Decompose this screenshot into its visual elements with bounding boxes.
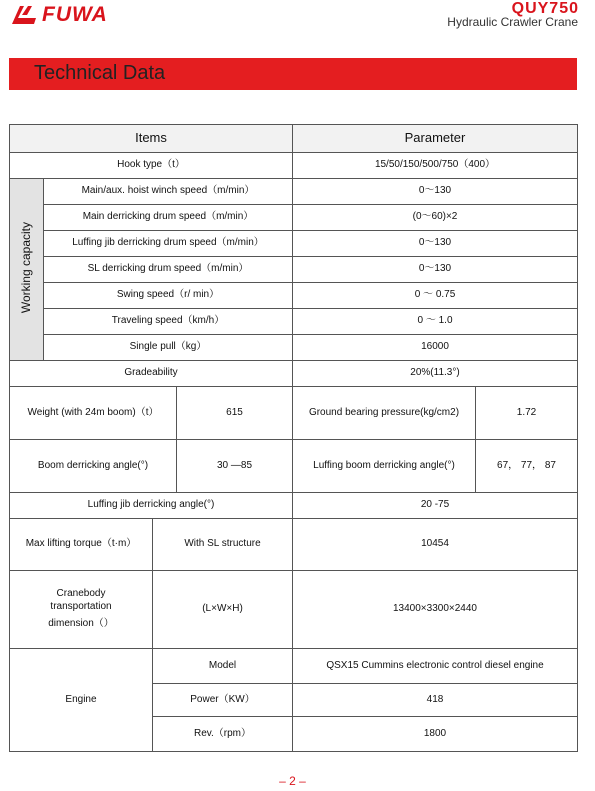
wc-row-value: 0 ～ 0.75 xyxy=(293,283,578,309)
hook-type-label: Hook type（t） xyxy=(10,153,293,179)
boom-angle-value: 30 —85 xyxy=(177,440,293,493)
items-header: Items xyxy=(10,125,293,153)
table-row xyxy=(10,440,578,493)
weight-label: Weight (with 24m boom)（t） xyxy=(10,387,177,440)
transport-label-line: transportation xyxy=(50,600,112,612)
transport-sub: (L×W×H) xyxy=(153,571,293,649)
working-capacity-label: Working capacity xyxy=(19,221,33,313)
model-number: QUY750 xyxy=(511,0,579,17)
engine-row-value: 418 xyxy=(293,684,578,717)
engine-row-label: Rev.（rpm） xyxy=(153,717,293,752)
max-torque-label: Max lifting torque（t·m） xyxy=(10,519,153,571)
wc-row-label: SL derricking drum speed（m/min） xyxy=(44,257,293,283)
wc-row-value: (0～60)×2 xyxy=(293,205,578,231)
engine-row-value: QSX15 Cummins electronic control diesel engine xyxy=(293,649,578,684)
wc-row-label: Swing speed（r/ min） xyxy=(44,283,293,309)
transport-value: 13400×3300×2440 xyxy=(293,571,578,649)
table-row xyxy=(10,519,578,571)
weight-value: 615 xyxy=(177,387,293,440)
wc-row-value: 0～130 xyxy=(293,231,578,257)
page-number: – 2 – xyxy=(279,774,306,788)
table-row xyxy=(10,387,578,440)
parameter-header: Parameter xyxy=(293,125,578,153)
wc-row-value: 0 ～ 1.0 xyxy=(293,309,578,335)
table-row xyxy=(10,571,578,649)
wc-row-label: Luffing jib derricking drum speed（m/min） xyxy=(44,231,293,257)
brand-name: FUWA xyxy=(42,3,108,26)
ground-pressure-value: 1.72 xyxy=(476,387,578,440)
table-row xyxy=(10,361,578,387)
table-row xyxy=(10,309,578,335)
engine-row-value: 1800 xyxy=(293,717,578,752)
engine-label: Engine xyxy=(10,649,153,752)
transport-label-line: dimension（） xyxy=(48,618,114,630)
wc-row-label: Main derricking drum speed（m/min） xyxy=(44,205,293,231)
engine-row-label: Model xyxy=(153,649,293,684)
max-torque-value: 10454 xyxy=(293,519,578,571)
wc-row-value: 0～130 xyxy=(293,257,578,283)
table-row xyxy=(10,153,578,179)
section-title: Technical Data xyxy=(34,62,166,84)
model-subtitle: Hydraulic Crawler Crane xyxy=(447,15,578,29)
luffing-jib-angle-label: Luffing jib derricking angle(°) xyxy=(10,493,293,519)
fuwa-logo xyxy=(10,3,108,27)
technical-data-table xyxy=(9,124,578,752)
transport-label xyxy=(10,571,153,649)
table-header-row xyxy=(10,125,578,153)
engine-row-label: Power（KW） xyxy=(153,684,293,717)
luffing-boom-angle-value: 67， 77， 87 xyxy=(476,440,578,493)
wc-row-label: Single pull（kg） xyxy=(44,335,293,361)
wc-row-value: 16000 xyxy=(293,335,578,361)
fuwa-logo-icon xyxy=(10,4,38,26)
wc-row-value: 0～130 xyxy=(293,179,578,205)
table-row xyxy=(10,283,578,309)
working-capacity-group xyxy=(10,179,44,361)
gradeability-label: Gradeability xyxy=(10,361,293,387)
hook-type-value: 15/50/150/500/750（400） xyxy=(293,153,578,179)
table-row xyxy=(10,179,578,205)
table-row xyxy=(10,231,578,257)
table-row xyxy=(10,493,578,519)
table-row xyxy=(10,649,578,684)
luffing-boom-angle-label: Luffing boom derricking angle(°) xyxy=(293,440,476,493)
wc-row-label: Traveling speed（km/h） xyxy=(44,309,293,335)
table-row xyxy=(10,335,578,361)
gradeability-value: 20%(11.3°) xyxy=(293,361,578,387)
max-torque-sub: With SL structure xyxy=(153,519,293,571)
section-banner xyxy=(9,58,577,90)
wc-row-label: Main/aux. hoist winch speed（m/min） xyxy=(44,179,293,205)
transport-label-line: Cranebody xyxy=(56,588,106,600)
table-row xyxy=(10,205,578,231)
table-row xyxy=(10,257,578,283)
ground-pressure-label: Ground bearing pressure(kg/cm2) xyxy=(293,387,476,440)
boom-angle-label: Boom derricking angle(°) xyxy=(10,440,177,493)
luffing-jib-angle-value: 20 -75 xyxy=(293,493,578,519)
